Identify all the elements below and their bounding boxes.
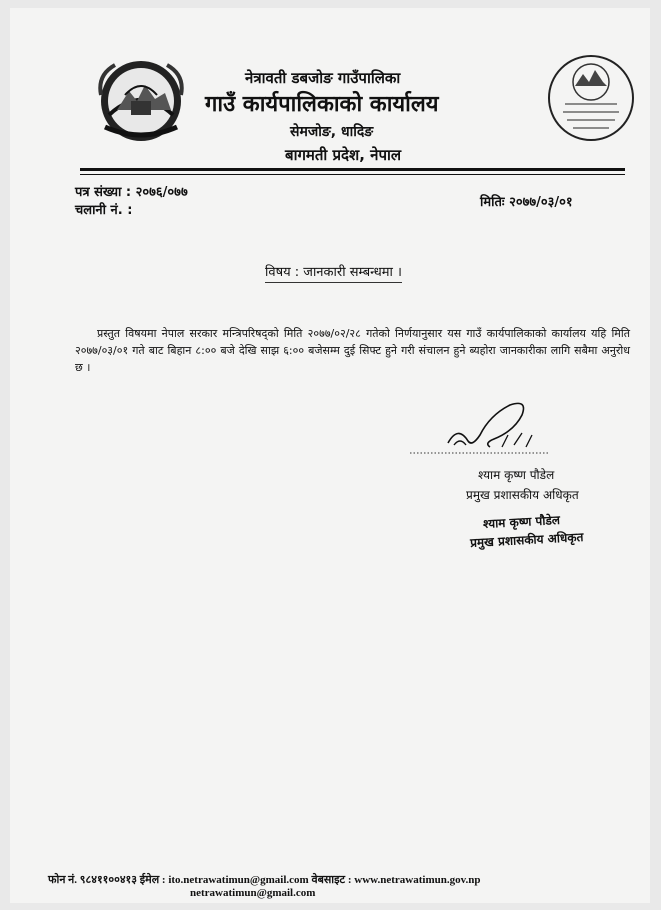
municipality-seal-stamp [545, 52, 637, 144]
header-rule-thick [80, 168, 625, 171]
signatory-title: प्रमुख प्रशासकीय अधिकृत [466, 488, 579, 502]
footer-contact: फोन नं. ९८४११००४१३ ईमेल : ito.netrawatimun@gmail.com वेबसाइट : www.netrawatimun.gov.np [48, 874, 481, 886]
letter-date: मितिः २०७७/०३/०१ [480, 195, 573, 210]
province-line: बागमती प्रदेश, नेपाल [285, 146, 402, 164]
nepal-emblem-icon [95, 55, 187, 147]
handwritten-signature [410, 395, 560, 460]
dispatch-number: चलानी नं. : [75, 203, 133, 218]
header-rule-thin [80, 174, 625, 175]
letter-body: प्रस्तुत विषयमा नेपाल सरकार मन्त्रिपरिषद्को मिति २०७७/०२/२८ गतेको निर्णयानुसार यस गाउँ कार्यपालिकाको कार्यालय यहि मिति २०७७/०३/०१ गते बाट बिहान ८:०० बजे देखि साझ ६:०० बजेसम्म दुई सिफ्ट हुने गरी संचालन हुने ब्यहोरा जानकारीका लागि सबैमा अनुरोध छ । [75, 327, 630, 374]
office-address: सेमजोङ, धादिङ [290, 124, 374, 140]
subject-line: विषय : जानकारी सम्बन्धमा । [265, 262, 402, 283]
title-stamp: प्रमुख प्रशासकीय अधिकृत [469, 530, 584, 550]
footer-email: netrawatimun@gmail.com [190, 887, 316, 899]
letter-number: पत्र संख्या : २०७६/०७७ [75, 185, 188, 200]
name-stamp: श्याम कृष्ण पौडेल [482, 512, 561, 532]
municipality-name: नेत्रावती डबजोङ गाउँपालिका [245, 69, 401, 87]
signatory-name: श्याम कृष्ण पौडेल [478, 468, 555, 482]
office-title: गाउँ कार्यपालिकाको कार्यालय [205, 92, 439, 117]
